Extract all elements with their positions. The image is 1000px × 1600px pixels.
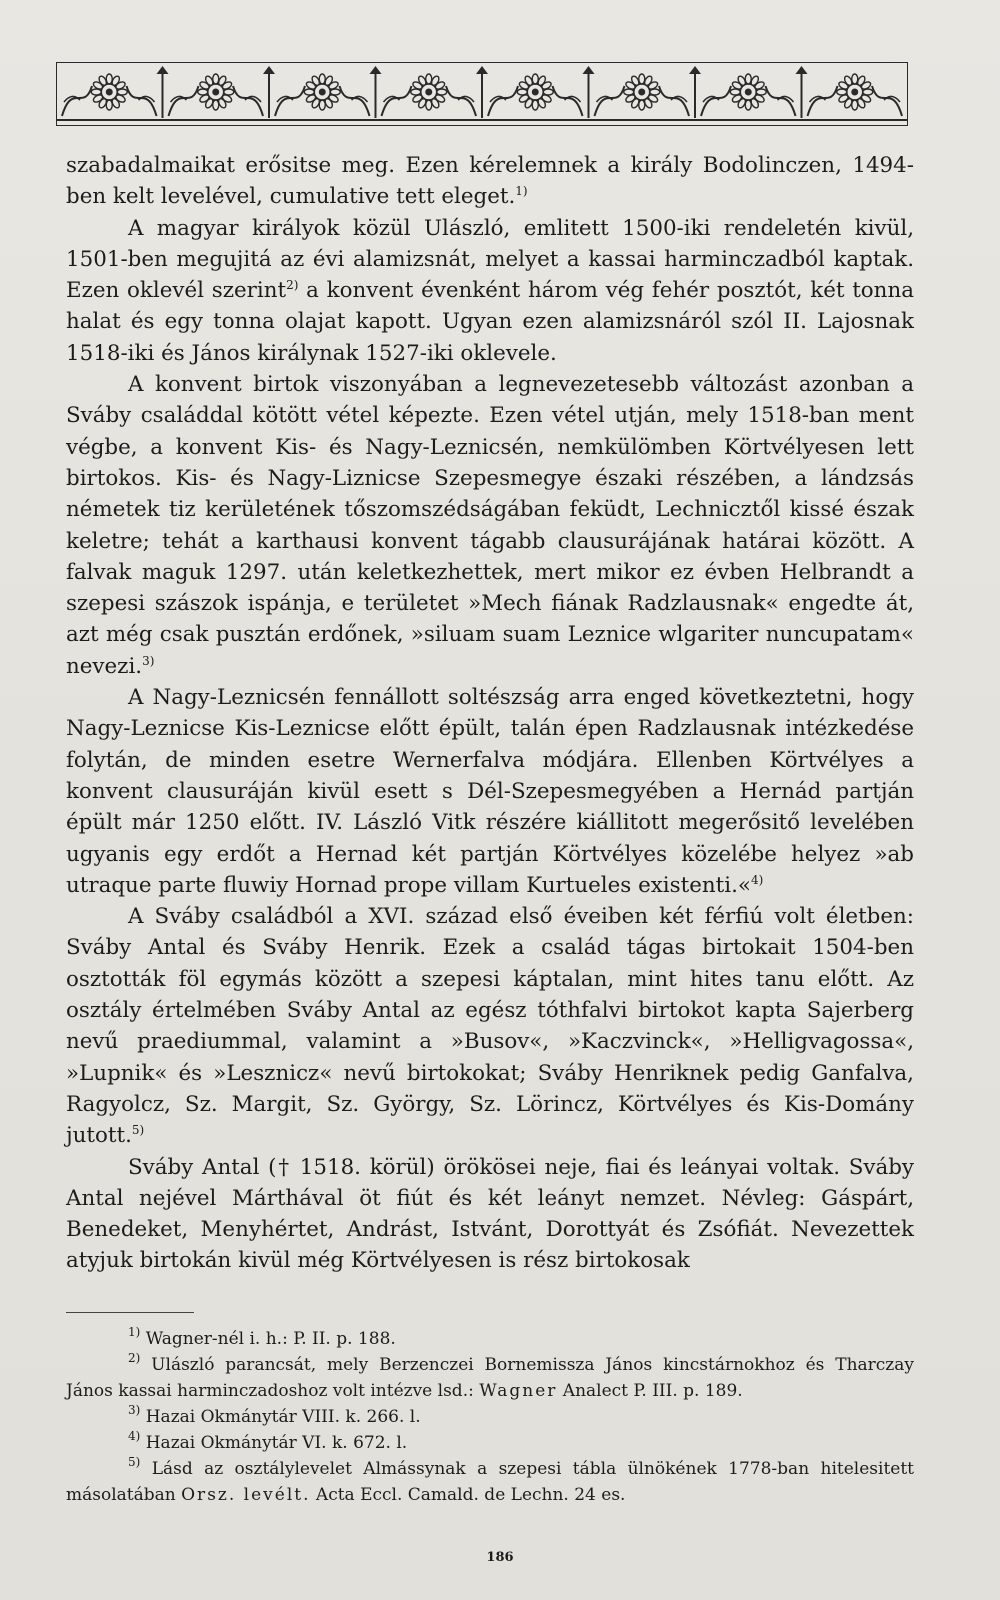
paragraph bbox=[66, 369, 914, 682]
paragraph bbox=[66, 682, 914, 901]
footnote-spaced-text: Orsz. levélt. bbox=[181, 1485, 311, 1505]
footnote-text: Hazai Okmánytár VI. k. 672. l. bbox=[140, 1433, 408, 1453]
footnote bbox=[66, 1326, 914, 1352]
footnote-divider bbox=[66, 1312, 194, 1313]
paragraph bbox=[66, 1152, 914, 1277]
rosette-icon bbox=[304, 74, 340, 110]
footnote-text: Hazai Okmánytár VIII. k. 266. l. bbox=[140, 1407, 421, 1427]
footnote-text: Ulászló parancsát, mely Berzenczei Bornemissza János kincstárnokhoz és Tharczay János kassai harminczadoshoz volt intézve lsd.: bbox=[66, 1355, 914, 1401]
rosette-icon bbox=[730, 74, 766, 110]
paragraph-text: A Sváby családból a XVI. század első éveiben két férfiú volt életben: Sváby Antal és Sváby Henrik. Ezek a család tágas birtokait 1504-ben osztották föl egymás között a szepesi káptalan, mint hites tanu előtt. Az osztály értelmében Sváby Antal az egész tóthfalvi birtokot kapta Sajerberg nevű praediummal, valamint a »Busov«, »Kaczvinck«, »Helligvagossa«, »Lupnik« és »Lesznicz« nevű birtokokat; Sváby Henriknek pedig Ganfalva, Ragyolcz, Sz. Margit, Sz. György, Sz. Lörincz, Körtvélyes és Kis-Domány jutott. bbox=[66, 904, 914, 1149]
footnote-mark: 4) bbox=[128, 1429, 141, 1443]
paragraph-text: A magyar királyok közül Ulászló, emlitett 1500-iki rendeletén kivül, 1501-ben megujitá az évi alamizsnát, melyet a kassai harminczadból kaptak. Ezen oklevél szerint bbox=[66, 215, 914, 304]
footnote-text-rest: Analect P. III. p. 189. bbox=[557, 1381, 743, 1401]
paragraph bbox=[66, 213, 914, 369]
rosette-icon bbox=[411, 74, 447, 110]
footnotes bbox=[66, 1326, 914, 1508]
footnote-mark: 3) bbox=[128, 1403, 141, 1417]
page-number: 186 bbox=[486, 1550, 514, 1565]
paragraph-text: szabadalmaikat erősitse meg. Ezen kérelemnek a király Bodolinczen, 1494-ben kelt levelével, cumulative tett eleget. bbox=[66, 153, 914, 210]
floral-frieze-ornament bbox=[56, 62, 908, 126]
footnote-ref: 2) bbox=[286, 278, 299, 293]
footnote-text: Wagner-nél i. h.: P. II. p. 188. bbox=[140, 1329, 396, 1349]
rosette-icon bbox=[517, 74, 553, 110]
rosette-icon bbox=[624, 74, 660, 110]
paragraph-text: A Nagy-Leznicsén fennállott soltészság arra enged következtetni, hogy Nagy-Leznicse Kis-Leznicse előtt épült, talán épen Radzlausnak intézkedése folytán, de minden esetre Wernerfalva módjára. Ellenben Körtvélyes a konvent clausuráján kivül esett s Dél-Szepesmegyében a Hernád partján épült már 1250 előtt. IV. László Vitk részére kiállitott megerősitő levelében ugyanis egy erdőt a Hernad két partján Körtvélyes közelébe helyez »ab utraque parte fluwiy Hornad prope villam Kurtueles existenti.« bbox=[66, 685, 914, 898]
footnote-ref: 3) bbox=[142, 653, 155, 668]
footnote-spaced-text: Wagner bbox=[479, 1381, 558, 1401]
paragraph bbox=[66, 901, 914, 1151]
floral-frieze-icon bbox=[56, 62, 908, 126]
footnote-text-rest: Acta Eccl. Camald. de Lechn. 24 es. bbox=[310, 1485, 626, 1505]
body-text bbox=[66, 150, 914, 1277]
paragraph-text: Sváby Antal († 1518. körül) örökösei neje, fiai és leányai voltak. Sváby Antal nejével Márthával öt fiút és két leányt nemzet. Névleg: Gáspárt, Benedeket, Menyhértet, Andrást, Istvánt, Dorottyát és Zsófiát. Nevezettek atyjuk birtokán kivül még Körtvélyesen is rész birtokosak bbox=[66, 1154, 914, 1274]
footnote-mark: 5) bbox=[128, 1455, 141, 1469]
rosette-icon bbox=[837, 74, 873, 110]
footnote-ref: 4) bbox=[750, 872, 764, 887]
footnote-mark: 2) bbox=[128, 1351, 141, 1365]
footnote-text: Lásd az osztálylevelet Almássynak a szepesi tábla ülnökének 1778-ban hitelesitett másolatában bbox=[66, 1459, 914, 1505]
paragraph-text-tail: a konvent évenként három vég fehér posztót, két tonna halat és egy tonna olajat kapott. Ugyan ezen alamizsnáról szól II. Lajosnak 1518-iki és János királynak 1527-iki oklevele. bbox=[66, 278, 914, 366]
rosette-icon bbox=[91, 74, 127, 110]
footnote-ref: 5) bbox=[131, 1123, 145, 1138]
footnote bbox=[66, 1404, 914, 1430]
footnote bbox=[66, 1430, 914, 1456]
footnote bbox=[66, 1456, 914, 1508]
footnote-ref: 1) bbox=[515, 184, 528, 199]
footnote bbox=[66, 1352, 914, 1404]
footnote-mark: 1) bbox=[128, 1325, 141, 1339]
paragraph-text: A konvent birtok viszonyában a legnevezetesebb változást azonban a Sváby családdal kötött vétel képezte. Ezen vétel utján, mely 1518-ban ment végbe, a konvent Kis- és Nagy-Leznicsén, nemkülömben Körtvélyesen lett birtokos. Kis- és Nagy-Liznicse Szepesmegye északi részében, a lándzsás németek tiz kerületének tőszomszédságában feküdt, Lechnicztől kissé észak keletre; tehát a karthausi konvent tágabb clausurájának határai között. A falvak maguk 1297. után keletkezhettek, mert mikor ez évben Helbrandt a szepesi szászok ispánja, e területet »Mech fiának Radzlausnak« engedte át, azt még csak pusztán erdőnek, »siluam suam Leznice wlgariter nuncupatam« nevezi. bbox=[66, 372, 914, 679]
rosette-icon bbox=[198, 74, 234, 110]
paragraph bbox=[66, 150, 914, 213]
